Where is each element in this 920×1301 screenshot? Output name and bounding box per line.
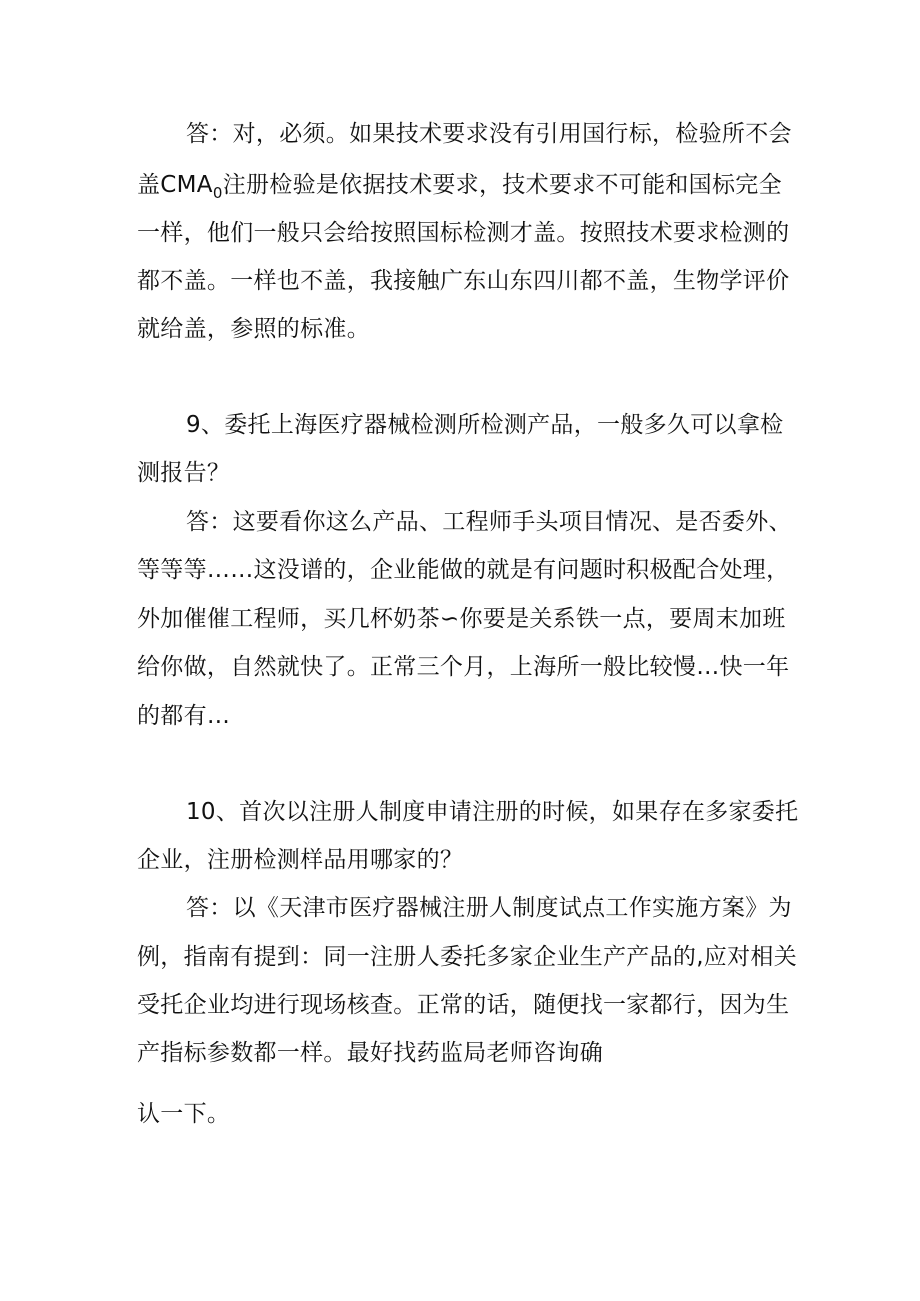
answer-10-line-5: 认一下。: [137, 1101, 231, 1127]
answer-9-line-5: 的都有…: [137, 703, 231, 729]
question-9-line-1: 9、委托上海医疗器械检测所检测产品，一般多久可以拿检: [186, 412, 784, 438]
answer-8-line-2: [137, 170, 782, 208]
answer-8-line-1: 答：对，必须。如果技术要求没有引用国行标，检验所不会: [186, 121, 792, 147]
answer-10-line-2: 例，指南有提到：同一注册人委托多家企业生产产品的,应对相关: [137, 944, 798, 970]
answer-8-line-2-pre: 盖CMA: [137, 172, 213, 198]
answer-10-line-4: 产指标参数都一样。最好找药监局老师咨询确: [137, 1040, 603, 1066]
answer-8-line-3: 一样，他们一般只会给按照国标检测才盖。按照技术要求检测的: [137, 220, 790, 246]
question-10-line-1: 10、首次以注册人制度申请注册的时候，如果存在多家委托: [186, 799, 799, 825]
question-9-line-2: 测报告？: [137, 460, 231, 486]
answer-10-line-3: 受托企业均进行现场核查。正常的话，随便找一家都行，因为生: [137, 992, 790, 1018]
answer-9-line-3: 外加催催工程师，买几杯奶茶∽你要是关系铁一点，要周末加班: [137, 606, 786, 632]
answer-9-line-4: 给你做，自然就快了。正常三个月，上海所一般比较慢…快一年: [137, 654, 790, 680]
question-10-line-2: 企业，注册检测样品用哪家的？: [137, 847, 464, 873]
answer-8-line-2-post: 注册检验是依据技术要求，技术要求不可能和国标完全: [222, 172, 782, 198]
answer-8-subscript: 0: [212, 184, 223, 202]
answer-8-line-5: 就给盖，参照的标准。: [137, 316, 370, 342]
answer-8-line-4: 都不盖。一样也不盖，我接触广东山东四川都不盖，生物学评价: [137, 268, 790, 294]
answer-9-line-1: 答：这要看你这么产品、工程师手头项目情况、是否委外、: [186, 509, 792, 535]
answer-10-line-1: 答：以《天津市医疗器械注册人制度试点工作实施方案》为: [186, 895, 792, 921]
answer-9-line-2: 等等等……这没谱的，企业能做的就是有问题时积极配合处理，: [137, 557, 790, 583]
